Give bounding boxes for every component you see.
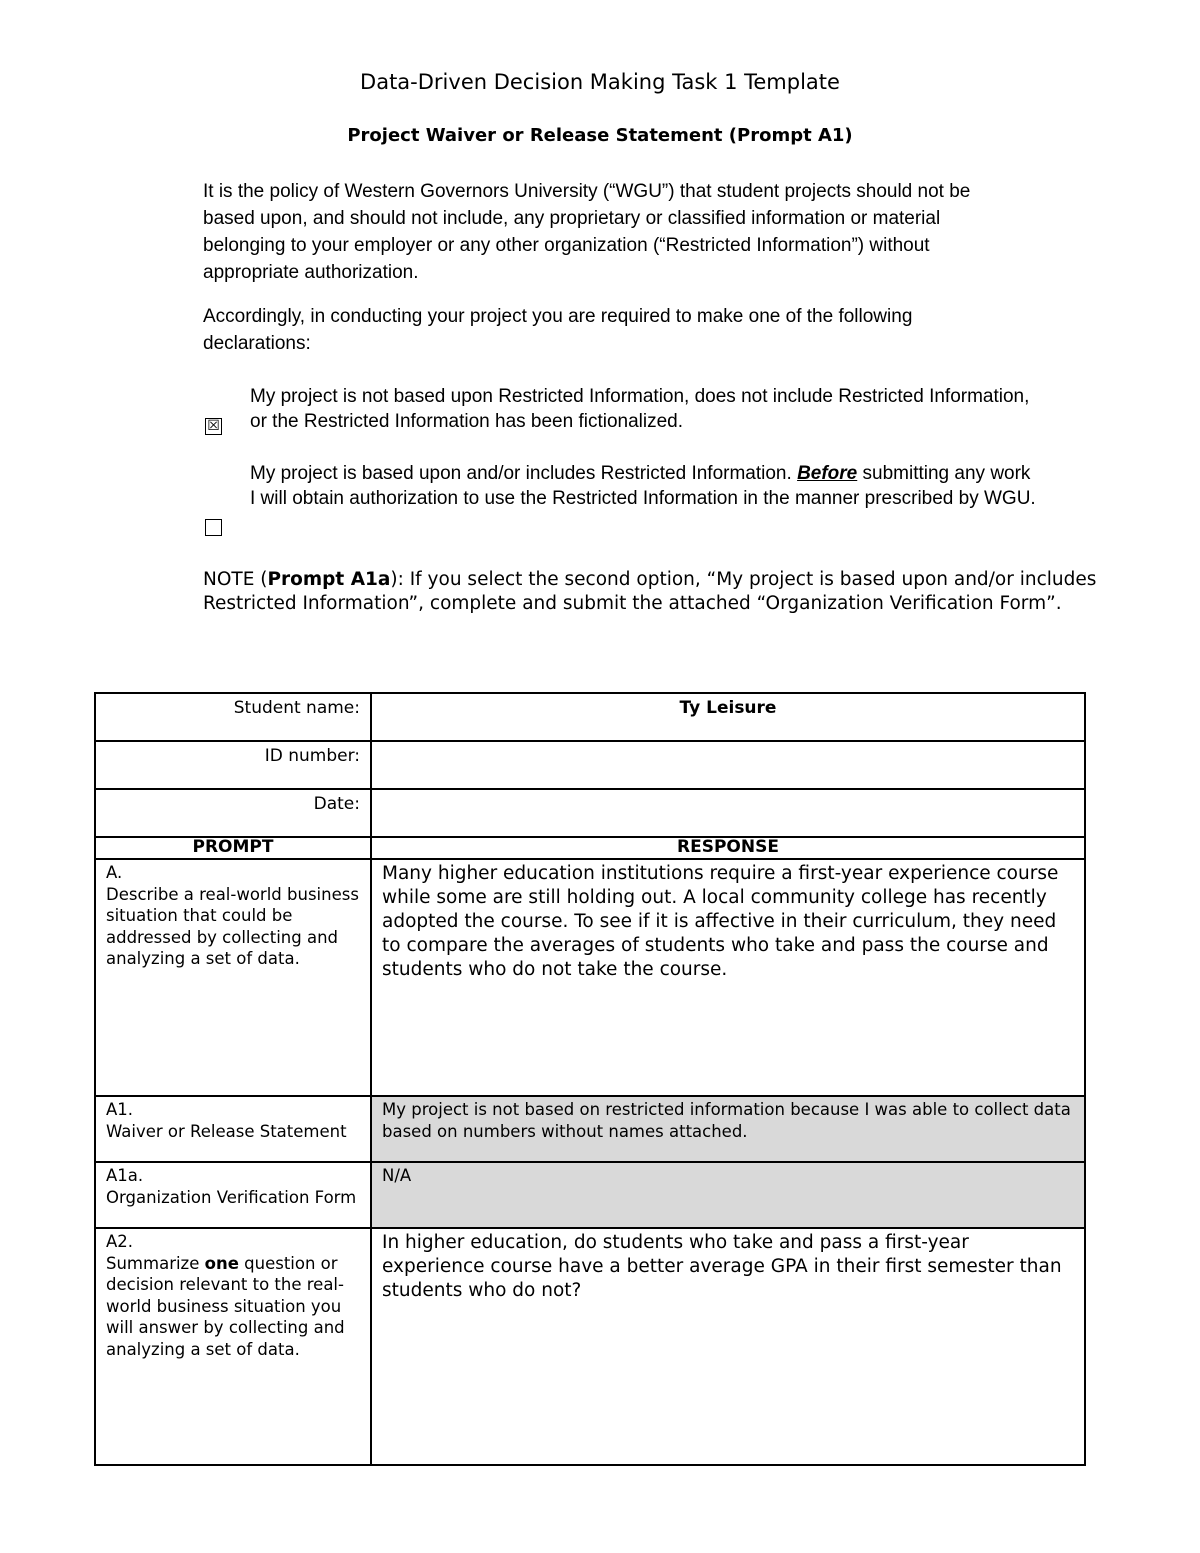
option-2-lead: My project is based upon and/or includes Restricted Information.	[250, 463, 798, 484]
prompt-column-header: PROMPT	[95, 837, 371, 859]
prompt-text: Describe a real-world business situation that could be addressed by collecting and analyzing a set of data.	[106, 884, 359, 968]
task-table	[94, 692, 1086, 1466]
prompt-text: Organization Verification Form	[106, 1187, 357, 1207]
policy-paragraph-2: Accordingly, in conducting your project you are required to make one of the following declarations:	[203, 306, 913, 354]
prompt-text-bold: one	[204, 1253, 239, 1273]
response-a1[interactable]: My project is not based on restricted information because I was able to collect data based on numbers without names attached.	[371, 1096, 1085, 1162]
option-2-rest: submitting any work I will obtain authorization to use the Restricted Information in the manner prescribed by WGU.	[250, 463, 1036, 509]
prompt-a1a	[95, 1162, 371, 1228]
id-number-label: ID number:	[95, 741, 371, 789]
prompt-text-post: question or decision relevant to the real-world business situation you will answer by collecting and analyzing a set of data.	[106, 1253, 345, 1359]
prompt-text-pre: Summarize	[106, 1253, 205, 1273]
student-name-label: Student name:	[95, 693, 371, 741]
response-a2[interactable]: In higher education, do students who take and pass a first-year experience course have a better average GPA in their first semester than students who do not?	[371, 1228, 1085, 1465]
prompt-text	[106, 1253, 360, 1361]
before-emphasis: Before	[797, 463, 858, 484]
prompt-code: A2.	[106, 1232, 134, 1251]
document-title: Data-Driven Decision Making Task 1 Template	[360, 70, 840, 94]
date-label: Date:	[95, 789, 371, 837]
policy-paragraph-1: It is the policy of Western Governors University (“WGU”) that student projects should not be based upon, and should not include, any proprietary or classified information or material belonging to your employer or any other organization (“Restricted Information”) without appropriate authorization.	[203, 181, 971, 283]
prompt-text: Waiver or Release Statement	[106, 1121, 347, 1141]
prompt-a	[95, 859, 371, 1096]
section-subtitle: Project Waiver or Release Statement (Prompt A1)	[347, 125, 853, 146]
note-text: ): If you select the second option, “My project is based upon and/or includes Restricted Information”, complete and submit the attached “Organization Verification Form”.	[203, 569, 1097, 614]
date-value[interactable]	[371, 789, 1085, 837]
option-2-checkbox[interactable]	[205, 519, 222, 536]
prompt-a2	[95, 1228, 371, 1465]
id-number-value[interactable]	[371, 741, 1085, 789]
note-prompt-label: Prompt A1a	[267, 569, 391, 590]
prompt-code: A.	[106, 863, 123, 882]
student-name-value[interactable]: Ty Leisure	[371, 693, 1085, 741]
option-2-text	[250, 461, 1040, 511]
note-paragraph	[203, 568, 1103, 616]
prompt-code: A1a.	[106, 1166, 144, 1185]
response-a1a[interactable]: N/A	[371, 1162, 1085, 1228]
note-prefix: NOTE (	[203, 569, 268, 590]
response-column-header: RESPONSE	[371, 837, 1085, 859]
prompt-a1	[95, 1096, 371, 1162]
response-a[interactable]: Many higher education institutions require a first-year experience course while some are still holding out. A local community college has recently adopted the course. To see if it is affective in their curriculum, they need to compare the averages of students who take and pass the course and students who do not take the course.	[371, 859, 1085, 1096]
option-1-checkbox[interactable]: ☒	[205, 418, 222, 435]
option-1-text: My project is not based upon Restricted Information, does not include Restricted Information, or the Restricted Information has been fictionalized.	[250, 386, 1030, 432]
prompt-code: A1.	[106, 1100, 134, 1119]
